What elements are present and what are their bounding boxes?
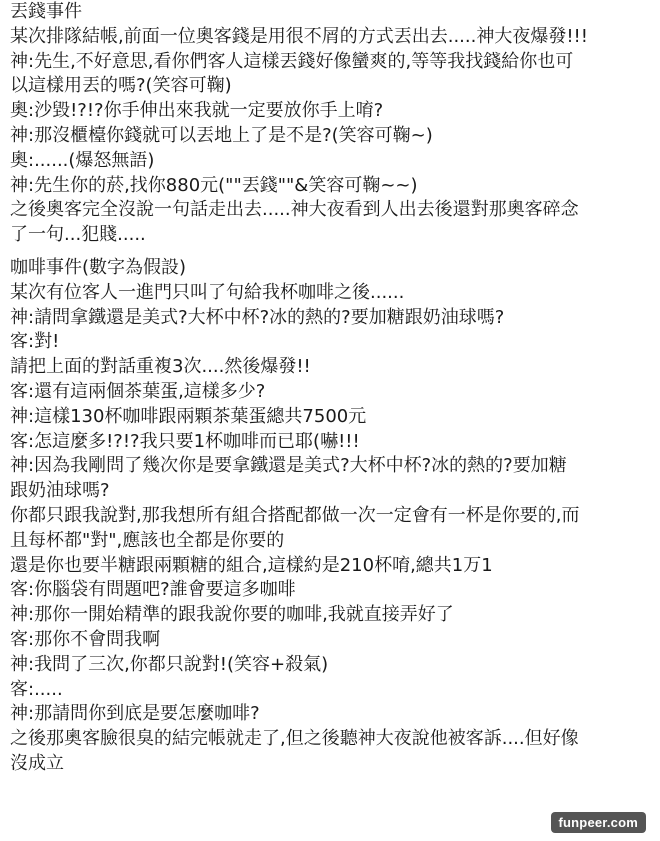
section-title: 丟錢事件 (10, 1, 82, 22)
section-spacer (10, 248, 655, 256)
text-line: 你都只跟我說對,那我想所有組合搭配都做一次一定會有一杯是你要的,而 (10, 504, 580, 526)
section-lost-money (10, 0, 655, 248)
text-line: 神:因為我剛問了幾次你是要拿鐵還是美式?大杯中杯?冰的熱的?要加糖 (10, 455, 567, 477)
text-line: 奧:......(爆怒無語) (10, 149, 155, 171)
text-line: 客:..... (10, 678, 63, 700)
text-line: 之後那奧客臉很臭的結完帳就走了,但之後聽神大夜說他被客訴....但好像 (10, 728, 579, 750)
text-line: 客:對! (10, 331, 60, 353)
text-line: 某次有位客人一進門只叫了句給我杯咖啡之後...... (10, 281, 405, 303)
text-line: 了一句...犯賤..... (10, 224, 146, 246)
text-line: 客:你腦袋有問題吧?誰會要這多咖啡 (10, 579, 296, 601)
text-line: 客:那你不會問我啊 (10, 628, 161, 650)
text-line: 且每杯都"對",應該也全都是你要的 (10, 529, 285, 551)
text-line: 之後奧客完全沒說一句話走出去.....神大夜看到人出去後還對那奧客碎念 (10, 199, 579, 221)
watermark-badge: funpeer.com (551, 812, 647, 833)
text-line: 神:請問拿鐵還是美式?大杯中杯?冰的熱的?要加糖跟奶油球嗎? (10, 306, 505, 328)
text-line: 神:那請問你到底是要怎麼咖啡? (10, 703, 260, 725)
document-body (10, 0, 655, 777)
text-line: 神:先生,不好意思,看你們客人這樣丟錢好像蠻爽的,等等我找錢給你也可 (10, 50, 574, 72)
text-line: 以這樣用丟的嗎?(笑容可鞠) (10, 75, 232, 97)
section-title: 咖啡事件(數字為假設) (10, 256, 187, 278)
text-line: 奧:沙毀!?!?你手伸出來我就一定要放你手上唷? (10, 100, 384, 122)
text-line: 客:怎這麼多!?!?我只要1杯咖啡而已耶(嚇!!! (10, 430, 360, 452)
text-line: 客:還有這兩個茶葉蛋,這樣多少? (10, 380, 266, 402)
section-coffee (10, 256, 655, 777)
text-line: 還是你也要半糖跟兩顆糖的組合,這樣約是210杯唷,總共1万1 (10, 554, 493, 576)
text-line: 神:那沒櫃檯你錢就可以丟地上了是不是?(笑容可鞠~) (10, 124, 433, 146)
text-line: 神:我問了三次,你都只說對!(笑容+殺氣) (10, 653, 329, 675)
text-line: 神:先生你的菸,找你880元(""丟錢""&笑容可鞠~~) (10, 174, 418, 196)
text-line: 跟奶油球嗎? (10, 480, 110, 502)
text-line: 請把上面的對話重複3次....然後爆發!! (10, 356, 311, 378)
text-line: 神:那你一開始精準的跟我說你要的咖啡,我就直接弄好了 (10, 604, 454, 626)
text-line: 神:這樣130杯咖啡跟兩顆茶葉蛋總共7500元 (10, 405, 367, 427)
text-line: 沒成立 (10, 752, 64, 774)
text-line: 某次排隊結帳,前面一位奧客錢是用很不屑的方式丟出去.....神大夜爆發!!! (10, 25, 588, 47)
